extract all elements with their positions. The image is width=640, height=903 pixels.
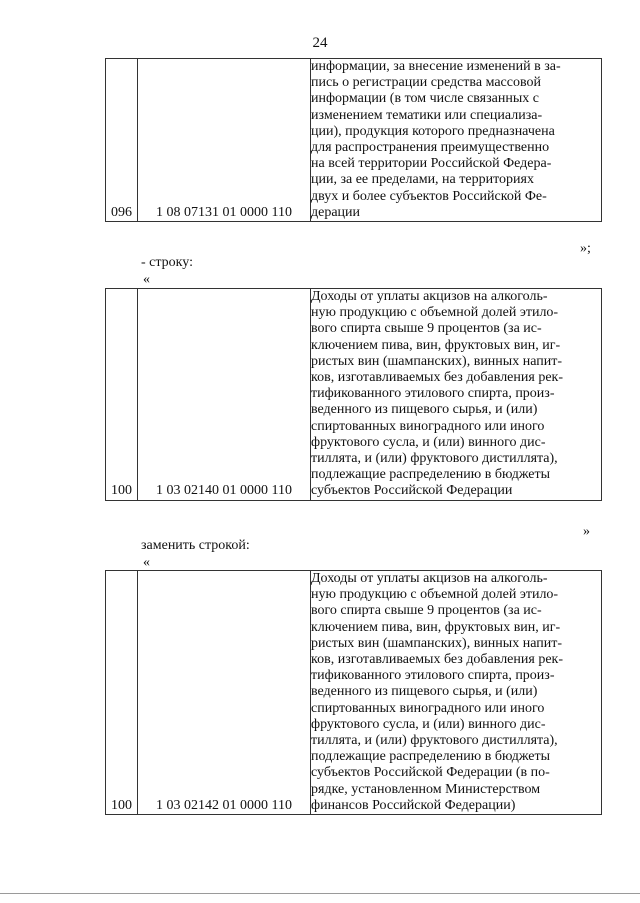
description-line: тификованного этилового спирта, произ- xyxy=(311,668,555,684)
description-line: информации, за внесение изменений в за- xyxy=(311,59,561,74)
opening-quote: « xyxy=(143,272,150,287)
admin-code-cell: 100 xyxy=(106,571,138,815)
closing-quote: » xyxy=(583,524,590,539)
scan-edge-divider xyxy=(0,893,640,894)
table-row xyxy=(106,289,602,501)
description-line: ции), продукция которого предназначена xyxy=(311,123,555,139)
admin-code-cell: 100 xyxy=(106,289,138,501)
description-line: ков, изготавливаемых без добавления рек- xyxy=(311,652,563,668)
description-line: ристых вин (шампанских), винных напит- xyxy=(311,353,562,369)
description-line: субъектов Российской Федерации xyxy=(311,483,513,499)
description-line: тиллята, и (или) фруктового дистиллята), xyxy=(311,733,558,749)
opening-quote: « xyxy=(143,555,150,570)
table-old-row xyxy=(105,288,602,501)
table-row xyxy=(106,59,602,222)
closing-quote: »; xyxy=(580,241,591,256)
table-previous-row xyxy=(105,58,602,222)
description-line: ключением пива, вин, фруктовых вин, иг- xyxy=(311,337,561,353)
description-line: ключением пива, вин, фруктовых вин, иг- xyxy=(311,619,561,635)
description-line: ков, изготавливаемых без добавления рек- xyxy=(311,370,563,386)
description-line: на всей территории Российской Федера- xyxy=(311,156,552,172)
description-line: спиртованных виноградного или иного xyxy=(311,418,545,434)
description-line: фруктового сусла, и (или) винного дис- xyxy=(311,716,546,732)
description-line: пись о регистрации средства массовой xyxy=(311,75,541,91)
description-line: тиллята, и (или) фруктового дистиллята), xyxy=(311,451,558,467)
description-line: изменением тематики или специализа- xyxy=(311,107,543,123)
kbk-code-cell: 1 03 02142 01 0000 110 xyxy=(138,571,311,815)
description-line: ристых вин (шампанских), винных напит- xyxy=(311,635,562,651)
instruction-label-replace: заменить строкой: xyxy=(141,538,250,553)
description-line: веденного из пищевого сырья, и (или) xyxy=(311,684,538,700)
description-line: ную продукцию с объемной долей этило- xyxy=(311,587,559,603)
kbk-code-cell: 1 03 02140 01 0000 110 xyxy=(138,289,311,501)
instruction-label-row: - строку: xyxy=(141,255,193,270)
description-line: фруктового сусла, и (или) винного дис- xyxy=(311,434,546,450)
description-line: спиртованных виноградного или иного xyxy=(311,700,545,716)
description-cell xyxy=(311,59,602,222)
table-row xyxy=(106,571,602,815)
description-line: рядке, установленном Министерством xyxy=(311,781,541,797)
description-line: ную продукцию с объемной долей этило- xyxy=(311,305,559,321)
description-line: информации (в том числе связанных с xyxy=(311,91,539,107)
description-line: тификованного этилового спирта, произ- xyxy=(311,386,555,402)
kbk-code-cell: 1 08 07131 01 0000 110 xyxy=(138,59,311,222)
description-line: финансов Российской Федерации) xyxy=(311,797,516,813)
description-line: подлежащие распределению в бюджеты xyxy=(311,467,551,483)
description-line: Доходы от уплаты акцизов на алкоголь- xyxy=(311,571,548,586)
page-number: 24 xyxy=(312,35,328,51)
description-line: ции, за ее пределами, на территориях xyxy=(311,172,534,188)
description-line: веденного из пищевого сырья, и (или) xyxy=(311,402,538,418)
description-line: для распространения преимущественно xyxy=(311,140,550,156)
description-line: дерации xyxy=(311,204,361,220)
description-line: Доходы от уплаты акцизов на алкоголь- xyxy=(311,289,548,304)
description-cell xyxy=(311,571,602,815)
table-new-row xyxy=(105,570,602,815)
admin-code-cell: 096 xyxy=(106,59,138,222)
description-line: вого спирта свыше 9 процентов (за ис- xyxy=(311,321,542,337)
description-line: подлежащие распределению в бюджеты xyxy=(311,749,551,765)
description-cell xyxy=(311,289,602,501)
description-line: субъектов Российской Федерации (в по- xyxy=(311,765,550,781)
description-line: вого спирта свыше 9 процентов (за ис- xyxy=(311,603,542,619)
description-line: двух и более субъектов Российской Фе- xyxy=(311,188,547,204)
